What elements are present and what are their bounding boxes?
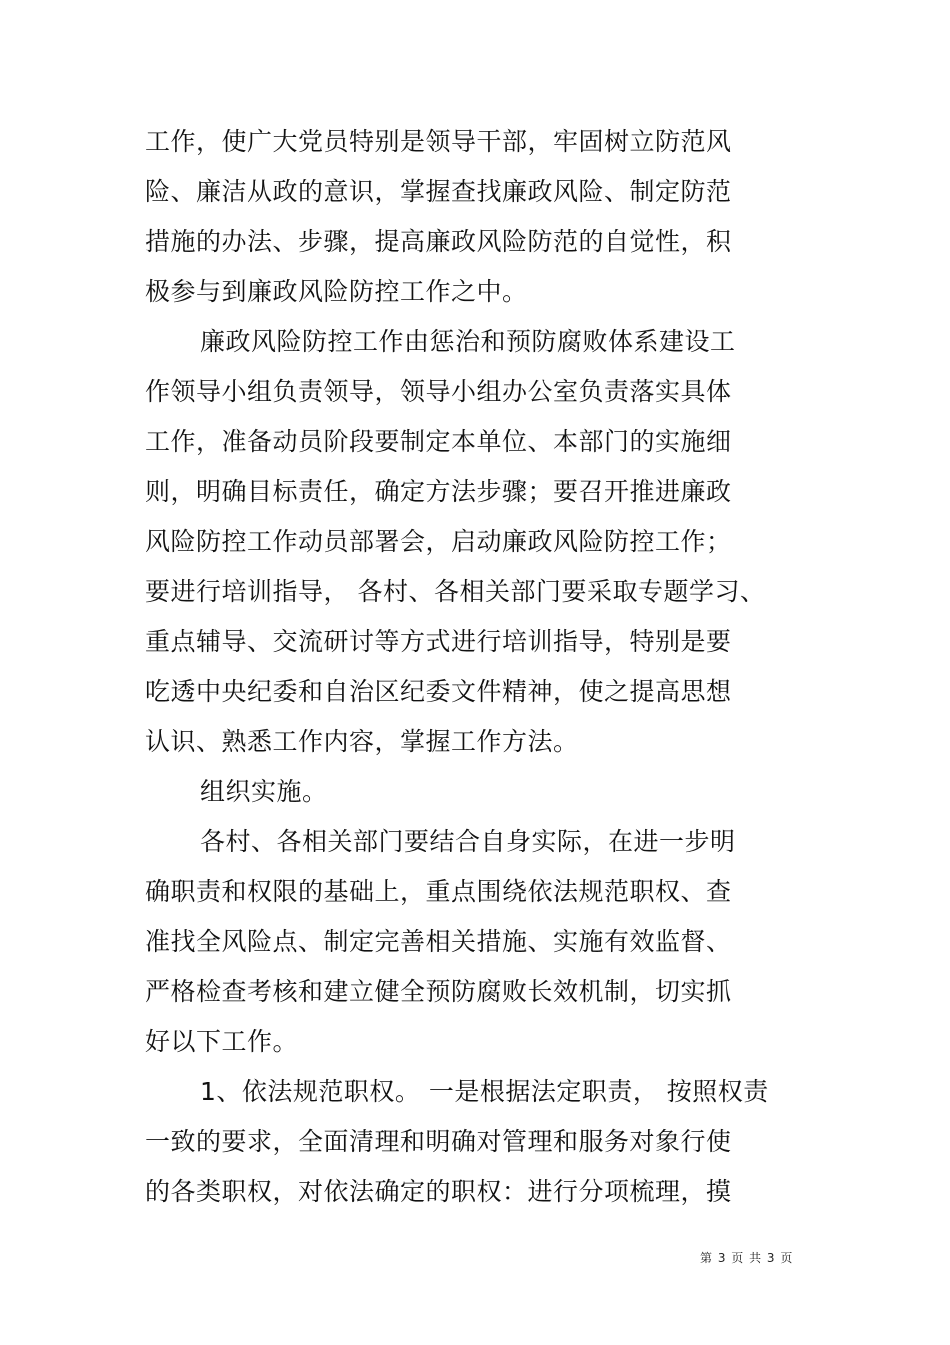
- text-line: 准找全风险点、制定完善相关措施、实施有效监督、: [145, 927, 732, 956]
- text-line: 险、廉洁从政的意识，掌握查找廉政风险、制定防范: [145, 177, 732, 206]
- text-line: 吃透中央纪委和自治区纪委文件精神，使之提高思想: [145, 677, 732, 706]
- text-line: 极参与到廉政风险防控工作之中。: [145, 277, 528, 306]
- text-line: 的各类职权，对依法确定的职权：进行分项梳理，摸: [145, 1177, 732, 1206]
- text-line: 作领导小组负责领导，领导小组办公室负责落实具体: [145, 377, 732, 406]
- text-line: 则，明确目标责任，确定方法步骤；要召开推进廉政: [145, 477, 732, 506]
- text-line: 确职责和权限的基础上，重点围绕依法规范职权、查: [145, 877, 732, 906]
- text-line: 重点辅导、交流研讨等方式进行培训指导，特别是要: [145, 627, 732, 656]
- text-line: 认识、熟悉工作内容，掌握工作方法。: [145, 727, 579, 756]
- text-line: 严格检查考核和建立健全预防腐败长效机制，切实抓: [145, 977, 732, 1006]
- text-line: 一致的要求，全面清理和明确对管理和服务对象行使: [145, 1127, 732, 1156]
- paragraph-first-line: 各村、各相关部门要结合自身实际，在进一步明: [200, 827, 736, 856]
- section-heading: 组织实施。: [200, 777, 328, 806]
- page-number: 第 3 页 共 3 页: [700, 1251, 794, 1265]
- text-line: 工作，使广大党员特别是领导干部，牢固树立防范风: [145, 127, 732, 156]
- text-line: 风险防控工作动员部署会，启动廉政风险防控工作；: [145, 527, 732, 556]
- paragraph-first-line: 1、依法规范职权。 一是根据法定职责， 按照权责: [200, 1077, 769, 1106]
- text-line: 好以下工作。: [145, 1027, 299, 1056]
- paragraph-first-line: 廉政风险防控工作由惩治和预防腐败体系建设工: [200, 327, 736, 356]
- text-line: 要进行培训指导， 各村、各相关部门要采取专题学习、: [145, 577, 766, 606]
- text-line: 措施的办法、步骤，提高廉政风险防范的自觉性，积: [145, 227, 732, 256]
- text-line: 工作，准备动员阶段要制定本单位、本部门的实施细: [145, 427, 732, 456]
